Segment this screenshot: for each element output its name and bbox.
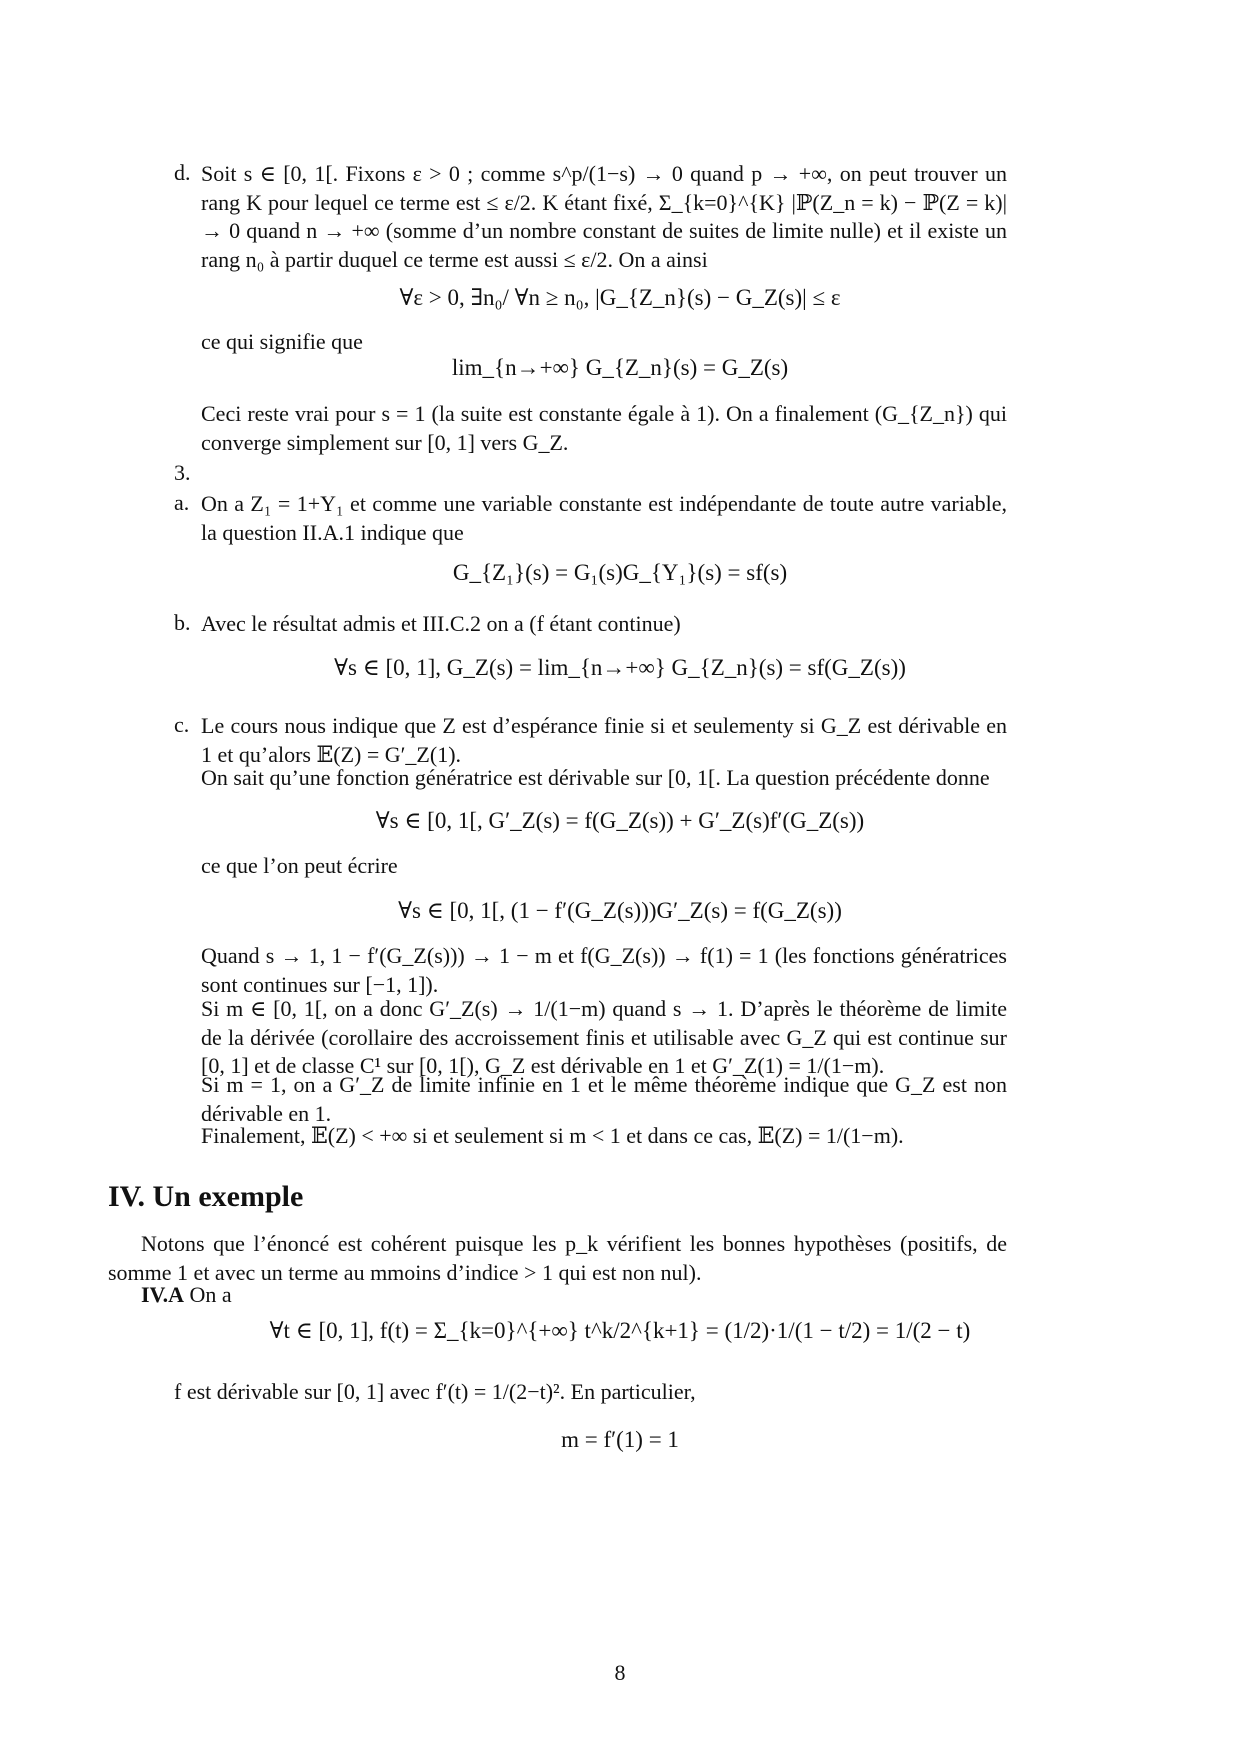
- paragraph-b: Avec le résultat admis et III.C.2 on a (f étant continue): [201, 611, 681, 636]
- section-heading: IV. Un exemple: [108, 1180, 304, 1213]
- paragraph-c5: Si m ∈ [0, 1[, on a donc G′_Z(s) → 1/(1−m) quand s → 1. D’après le théorème de limite de la dérivée (corollaire des accroissement finis et utilisable avec G_Z qui est continue sur [0, 1] et de classe C¹ sur [0, 1[), G_Z est dérivable en 1 et G′_Z(1) = 1/(1−m).: [201, 996, 1007, 1078]
- paragraph-c4: Quand s → 1, 1 − f′(G_Z(s))) → 1 − m et f(G_Z(s)) → f(1) = 1 (les fonctions génératrices sont continues sur [−1, 1]).: [201, 943, 1007, 997]
- page-number: 8: [614, 1660, 626, 1685]
- paragraph-c7: Finalement, 𝔼(Z) < +∞ si et seulement si m < 1 et dans ce cas, 𝔼(Z) = 1/(1−m).: [201, 1123, 904, 1148]
- paragraph-d-conclusion: Ceci reste vrai pour s = 1 (la suite est constante égale à 1). On a finalement (G_{Z_n}) qui converge simplement sur [0, 1] vers G_Z.: [201, 401, 1007, 455]
- equation-generating-function: ∀t ∈ [0, 1], f(t) = Σ_{k=0}^{+∞} t^k/2^{k+1} = (1/2)·1/(1 − t/2) = 1/(2 − t): [269, 1318, 971, 1343]
- subsection-text: On a: [189, 1282, 232, 1307]
- equation-m-value: m = f′(1) = 1: [561, 1427, 679, 1452]
- paragraph-d: [201, 160, 1007, 274]
- item-label-c: c.: [174, 712, 190, 737]
- text-ce-que-lon: ce que l’on peut écrire: [201, 853, 398, 878]
- equation-gz1: G_{Z₁}(s) = G₁(s)G_{Y₁}(s) = sf(s): [452, 560, 788, 585]
- equation-rearranged: ∀s ∈ [0, 1[, (1 − f′(G_Z(s)))G′_Z(s) = f(G_Z(s)): [398, 898, 842, 923]
- paragraph-c6: Si m = 1, on a G′_Z de limite infinie en 1 et le même théorème indique que G_Z est non dérivable en 1.: [201, 1072, 1007, 1126]
- paragraph-c2: On sait qu’une fonction génératrice est dérivable sur [0, 1[. La question précédente donne: [201, 765, 990, 790]
- equation-gz-fixed-point: ∀s ∈ [0, 1], G_Z(s) = lim_{n→+∞} G_{Z_n}(s) = sf(G_Z(s)): [334, 655, 906, 680]
- item-label-a: a.: [174, 490, 190, 515]
- paragraph-f-derivative: f est dérivable sur [0, 1] avec f′(t) = 1/(2−t)². En particulier,: [174, 1379, 696, 1404]
- subsection-iv-a: [141, 1281, 232, 1310]
- equation-derivative: ∀s ∈ [0, 1[, G′_Z(s) = f(G_Z(s)) + G′_Z(s)f′(G_Z(s)): [375, 808, 865, 833]
- subsection-label: IV.A: [141, 1282, 185, 1307]
- equation-epsilon: ∀ε > 0, ∃n₀/ ∀n ≥ n₀, |G_{Z_n}(s) − G_Z(s)| ≤ ε: [399, 285, 841, 310]
- text-ce-qui-signifie: ce qui signifie que: [201, 329, 363, 354]
- paragraph-c1: Le cours nous indique que Z est d’espérance finie si et seulementy si G_Z est dérivable en 1 et qu’alors 𝔼(Z) = G′_Z(1).: [201, 713, 1007, 767]
- paragraph-iv-intro: Notons que l’énoncé est cohérent puisque les p_k vérifient les bonnes hypothèses (positifs, de somme 1 et avec un terme au mmoins d’indice > 1 qui est non nul).: [108, 1231, 1007, 1285]
- equation-limit-gz: lim_{n→+∞} G_{Z_n}(s) = G_Z(s): [451, 355, 789, 380]
- item-label-3: 3.: [174, 460, 191, 485]
- item-label-b: b.: [174, 610, 191, 635]
- paragraph-d-text: Soit s ∈ [0, 1[. Fixons ε > 0 ; comme s^p/(1−s) → 0 quand p → +∞, on peut trouver un rang K pour lequel ce terme est ≤ ε/2. K étant fixé, Σ_{k=0}^{K} |ℙ(Z_n = k) − ℙ(Z = k)| → 0 quand n → +∞ (somme d’un nombre constant de suites de limite nulle) et il existe un rang n₀ à partir duquel ce terme est aussi ≤ ε/2. On a ainsi: [201, 161, 1007, 272]
- item-label-d: d.: [174, 160, 191, 185]
- paragraph-a: On a Z₁ = 1+Y₁ et comme une variable constante est indépendante de toute autre variable, la question II.A.1 indique que: [201, 491, 1007, 545]
